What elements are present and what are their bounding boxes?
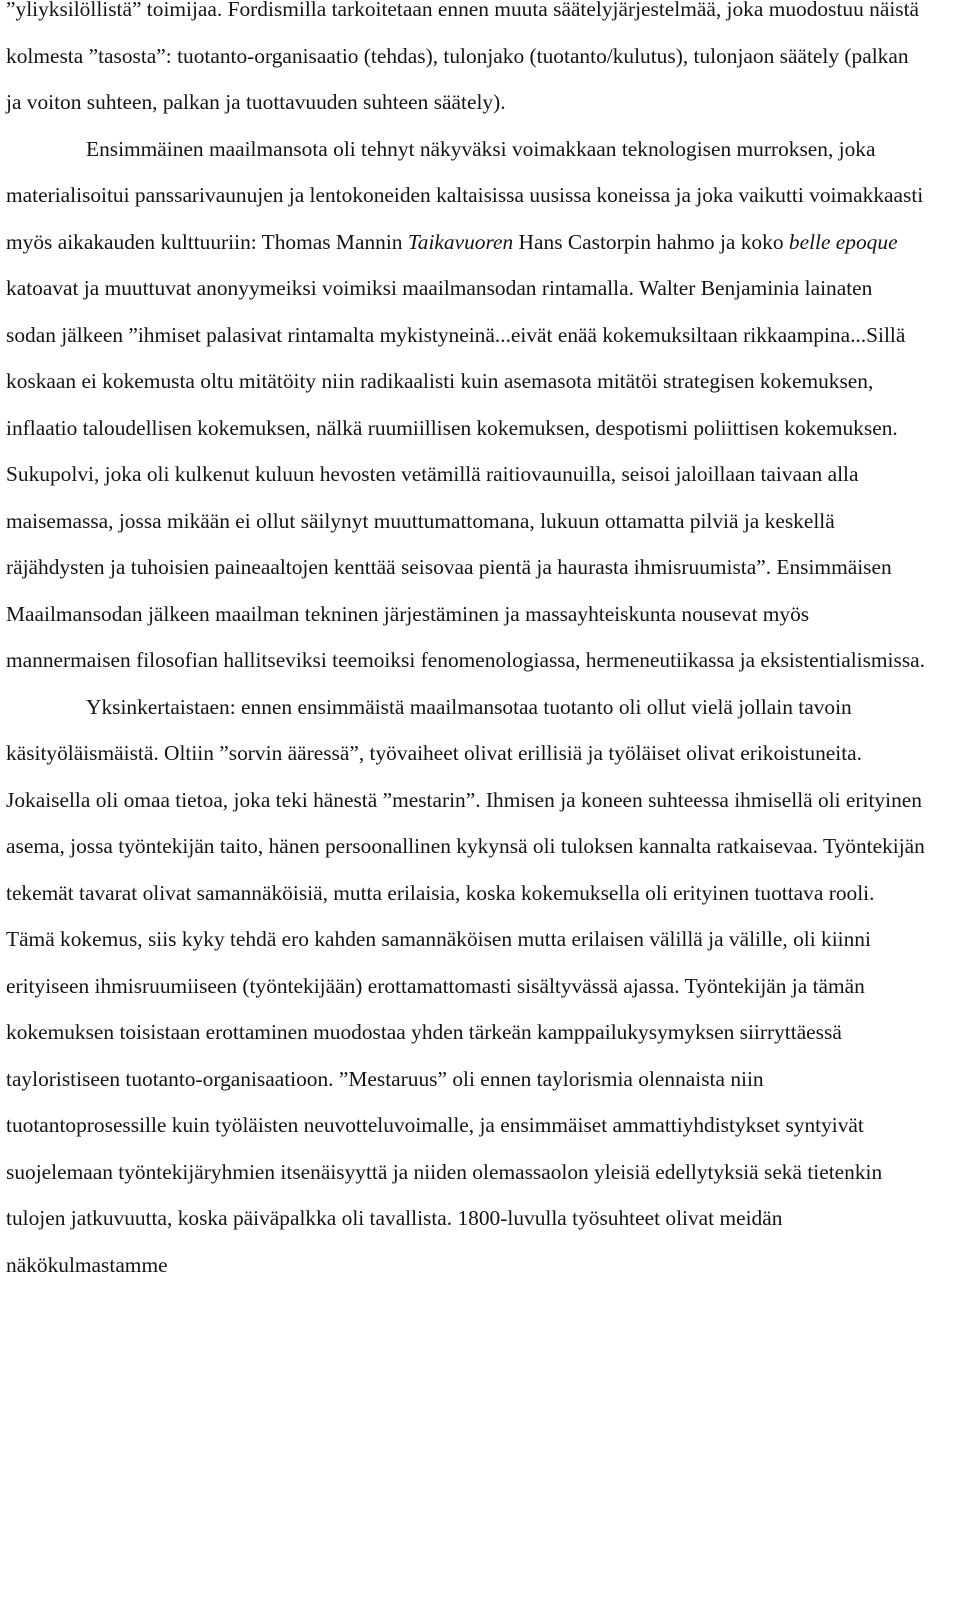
document-page [6,0,926,1288]
text-run: katoavat ja muuttuvat anonyymeiksi voimiksi maailmansodan rintamalla. Walter Benjaminia lainaten sodan jälkeen ”ihmiset palasivat rintamalta mykistyneinä...eivät enää kokemuksiltaan rikkaampina...Sillä koskaan ei kokemusta oltu mitätöity niin radikaalisti kuin asemasota mitätöi strategisen kokemuksen, inflaatio taloudellisen kokemuksen, nälkä ruumiillisen kokemuksen, despotismi poliittisen kokemuksen. Sukupolvi, joka oli kulkenut kuluun hevosten vetämillä raitiovaunuilla, seisoi jaloillaan taivaan alla maisemassa, jossa mikään ei ollut säilynyt muuttumattomana, lukuun ottamatta pilviä ja keskellä räjähdysten ja tuhoisien paineaaltojen kenttää seisovaa pientä ja haurasta ihmisruumista”. Ensimmäisen Maailmansodan jälkeen maailman tekninen järjestäminen ja massayhteiskunta nousevat myös mannermaisen filosofian hallitseviksi teemoiksi fenomenologiassa, hermeneutiikassa ja eksistentialismissa. [6,276,925,672]
italic-title-taikavuori: Taikavuoren [407,229,514,254]
italic-phrase-belle-epoque: belle epoque [788,229,898,254]
paragraph-craft-production [6,684,926,1289]
text-run: Hans Castorpin hahmo ja koko [513,229,789,254]
text-run: Ensimmäinen maailmansota oli tehnyt näkyväksi voimakkaan teknologisen murroksen, joka materialisoitui panssarivaunujen ja lentokoneiden kaltaisissa uusissa koneissa ja joka vaikutti voimakkaasti myös aikakauden kulttuuriin: Thomas Mannin [6,136,924,254]
paragraph-world-war-one [6,126,926,684]
text-run: ”yliyksilöllistä” toimijaa. Fordismilla tarkoitetaan ennen muuta säätelyjärjestelmää, joka muodostuu näistä kolmesta ”tasosta”: tuotanto-organisaatio (tehdas), tulonjako (tuotanto/kulutus), tulonjaon säätely (palkan ja voiton suhteen, palkan ja tuottavuuden suhteen säätely). [6,0,920,114]
text-run: Yksinkertaistaen: ennen ensimmäistä maailmansotaa tuotanto oli ollut vielä jollain tavoin käsityöläismäistä. Oltiin ”sorvin ääressä”, työvaiheet olivat erillisiä ja työläiset olivat erikoistuneita. Jokaisella oli omaa tietoa, joka teki hänestä ”mestarin”. Ihmisen ja koneen suhteessa ihmisellä oli erityinen asema, jossa työntekijän taito, hänen persoonallinen kykynsä oli tuloksen kannalta ratkaisevaa. Työntekijän tekemät tavarat olivat samannäköisiä, mutta erilaisia, koska kokemuksella oli erityinen tuottava rooli. Tämä kokemus, siis kyky tehdä ero kahden samannäköisen mutta erilaisen välillä ja välille, oli kiinni erityiseen ihmisruumiiseen (työntekijään) erottamattomasti sisältyvässä ajassa. Työntekijän ja tämän kokemuksen toisistaan erottaminen muodostaa yhden tärkeän kamppailukysymyksen siirryttäessä tayloristiseen tuotanto-organisaatioon. ”Mestaruus” oli ennen taylorismia olennaista niin tuotantoprosessille kuin työläisten neuvotteluvoimalle, ja ensimmäiset ammattiyhdistykset syntyivät suojelemaan työntekijäryhmien itsenäisyyttä ja niiden olemassaolon yleisiä edellytyksiä sekä tietenkin tulojen jatkuvuutta, koska päiväpalkka oli tavallista. 1800-luvulla työsuhteet olivat meidän näkökulmastamme [6,694,925,1277]
paragraph-fordism-definition [6,0,926,126]
